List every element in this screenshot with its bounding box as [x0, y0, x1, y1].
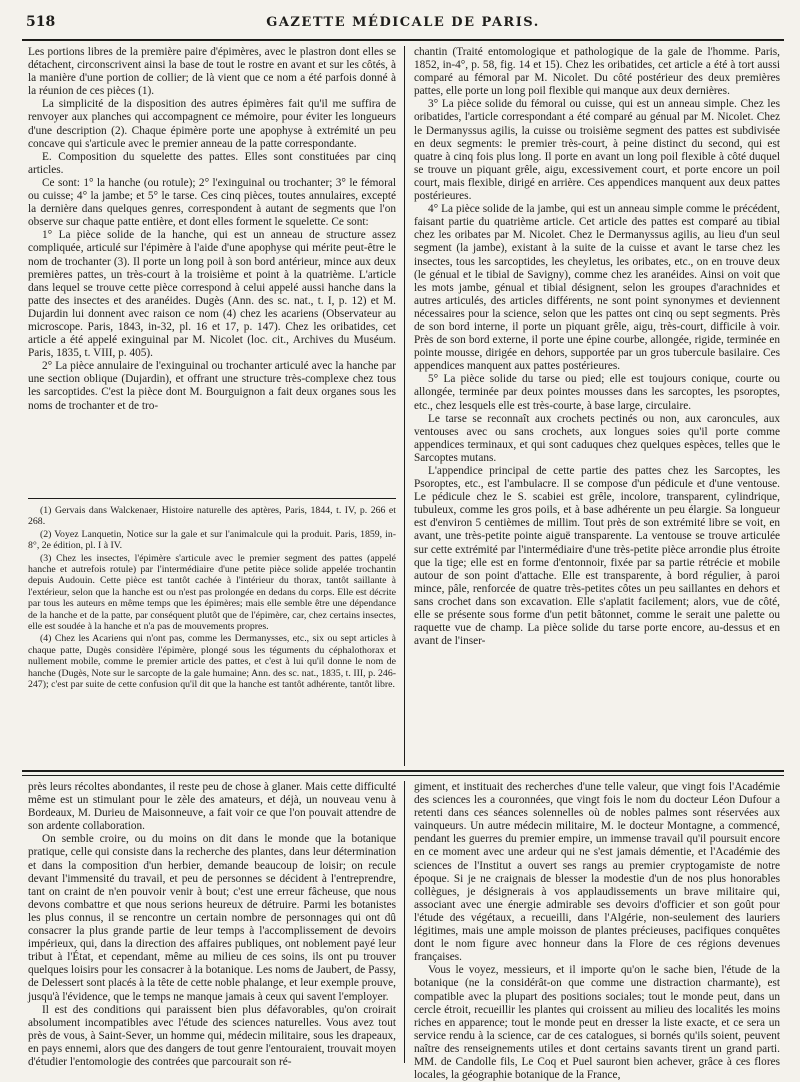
- top-right-column: [414, 46, 780, 760]
- journal-title: GAZETTE MÉDICALE DE PARIS.: [266, 15, 540, 30]
- paragraph: L'appendice principal de cette partie des pattes chez les Sarcoptes, les Psoroptes, etc., est l'ambulacre. Il se compose d'un pédicule et d'une ventouse. Le pédicule chez le S. scabiei est grêle, incolore, transparent, cylindrique, tubuleux, comme les gros poils, et à base adhérente un peu élargie. Sa longueur est d'environ 5 centièmes de millim. Tout près de son extrémité libre se voit, en avant, une très-petite pointe aiguë transparente. La ventouse se trouve articulée sur cette extrémité par l'intermédiaire d'une très-petite pièce arrondie plus étroite que la tige; elle est en forme d'entonnoir, fixée par sa partie rétrécie et mobile autour de son point d'attache. Elle est transparente, à bord régulier, à paroi mince, pâle, renforcée de quatre très-petites côtes un peu saillantes en dehors et sans crochet dans son excavation. Elle s'aplatit facilement; alors, vue de côté, elle se présente sous forme d'un petit bâtonnet, comme le serait une palette ou raquette vue de champ. La pièce solide du tarse porte encore, au-dessus et en avant de l'inser-: [414, 465, 780, 648]
- footnote-rule: [28, 498, 396, 499]
- section-rule: [22, 770, 784, 772]
- header-rule: [22, 39, 784, 41]
- footnote: (4) Chez les Acariens qui n'ont pas, comme les Dermanysses, etc., six ou sept articles à chaque patte, Dugès considère l'épimère, plongé sous les téguments du céphalothorax et nullement mobile, comme le premier article des pattes, et c'est à lui qu'il donne le nom de hanche (Dugès, Note sur le sarcopte de la gale humaine; Ann. des sc. nat., 1835, t. III, p. 246-247); c'est par suite de cette confusion qu'il dit que la hanche est tantôt adhérente, tantôt libre.: [28, 633, 396, 691]
- column-divider: [404, 46, 405, 766]
- paragraph: 4° La pièce solide de la jambe, qui est un anneau simple comme le précédent, faisant partie du quatrième article. Cet article des pattes est comparé au tibial chez les oribates par M. Nicolet. Chez le Dermanyssus agilis, au lieu d'un seul segment (la jambe), existant à la suite de la cuisse et avant le tarse chez les insectes, tous les sarcoptides, les cheyletus, les oribates, etc., on en trouve deux (le génual et le tibial de Savigny), comme chez les aranéides. Ainsi on voit que les mots jambe, génual et tibial désignent, selon les groupes d'arachnides et autres articulés, des articles différents, ne sont point synonymes et deviennent nécessaires pour la science, selon que les pattes ont cinq ou sept segments. Près de son bord interne, il porte un piquant grêle, aigu, très-court, difficile à voir. Près de son bord externe, il porte une épine courbe, allongée, rigide, terminée en pointe mousse, dirigée en dehors, supportée par un gros tubercule basilaire. Ces appendices manquent aux pattes postérieures.: [414, 203, 780, 373]
- paragraph: Vous le voyez, messieurs, et il importe qu'on le sache bien, l'étude de la botanique (ne la considérât-on que comme une distraction charmante), est compatible avec la plupart des positions sociales; tout le monde peut, dans un cercle étroit, recueillir les plantes qui croissent au milieu des localités les moins riches en apparence; tout le monde peut en dresser la liste exacte, et ce sera un service rendu à la science, car de ces catalogues, si bornés qu'ils soient, peuvent naître des renseignements utiles et dont certains savants tirent un grand parti. MM. de Candolle fils, Le Coq et Puel sauront bien achever, grâce à ces flores locales, la géographie botanique de la France,: [414, 964, 780, 1082]
- paragraph: 3° La pièce solide du fémoral ou cuisse, qui est un anneau simple. Chez les oribatides, l'article correspondant a été comparé au génual par M. Nicolet. Chez le Dermanyssus agilis, la cuisse ou troisième segment des pattes est subdivisée en deux segments: le premier très-court, à peine distinct du second, qui est quatre à cinq fois plus long. Il porte en avant un long poil flexible à côté duquel se trouve un piquant grêle, aigu, excessivement court, et porte encore un poil court, mais flexible, dirigé en arrière. Ces appendices manquent aux deux pattes postérieures.: [414, 98, 780, 203]
- paragraph: On semble croire, ou du moins on dit dans le monde que la botanique pratique, celle qui consiste dans la recherche des plantes, dans leur détermination et dans la composition d'un herbier, demande beaucoup de loisir; on recule devant l'immensité du travail, et peu de personnes se décident à l'entreprendre, tant on craint de n'en pouvoir venir à bout; c'est une erreur fâcheuse, que nous devons combattre et que nous serions heureux de détruire. Parmi les botanistes les plus connus, il se rencontre un certain nombre de personnages qui ont dû consacrer la plus grande partie de leur temps à l'accomplissement de devoirs impérieux, qui, dans la direction des affaires publiques, ont noblement payé leur tribut à l'État, et cependant, même au milieu de ces soins, ils ont pu trouver quelques loisirs pour les consacrer à la botanique. Les noms de Jaubert, de Passy, de Delessert sont placés à la tête de cette noble phalange, et leur exemple prouve, jusqu'à l'évidence, que le temps ne manque jamais à ceux qui savent l'employer.: [28, 833, 396, 1003]
- page-header: [22, 12, 784, 36]
- paragraph: Ce sont: 1° la hanche (ou rotule); 2° l'exinguinal ou trochanter; 3° le fémoral ou cuisse; 4° la jambe; et 5° le tarse. Ces cinq pièces, toutes annulaires, excepté la dernière dans quelques genres, correspondent à autant de segments que l'on observe sur chaque patte entière, et dont elles forment le squelette. Ce sont:: [28, 176, 396, 229]
- paragraph: près leurs récoltes abondantes, il reste peu de chose à glaner. Mais cette difficulté même est un stimulant pour le zèle des amateurs, et déjà, un nouveau venu à Bordeaux, M. Durieu de Maisonneuve, a fait voir ce que l'on pouvait attendre de son ardente collaboration.: [28, 781, 396, 833]
- column-divider: [404, 781, 405, 1063]
- footnotes: [28, 505, 396, 750]
- paragraph: giment, et instituait des recherches d'une telle valeur, que vingt fois l'Académie des sciences les a couronnées, que vingt fois le nom du docteur Léon Dufour a retenti dans ces séances solennelles où de nobles palmes sont réservées aux vainqueurs. Un autre médecin militaire, M. le docteur Montagne, a commencé, pendant les guerres du premier empire, un immense travail qu'il poursuit encore en ce moment avec une ardeur qui ne s'est jamais démentie, et l'Académie des sciences de l'Institut a ouvert ses rangs au premier cryptogamiste de notre époque. Si je ne craignais de blesser la modestie d'un de nos plus honorables collègues, je désignerais à vos applaudissements un brave militaire qui, associant avec une énergie admirable ses devoirs d'officier et son goût pour l'étude des végétaux, a recueilli, dans l'Algérie, non-seulement des lauriers légitimes, mais une ample moisson de plantes précieuses, pacifiques conquêtes dont le nom figure avec honneur dans la Flore de ces régions devenues françaises.: [414, 781, 780, 964]
- paragraph: 1° La pièce solide de la hanche, qui est un anneau de structure assez compliquée, articulé sur l'épimère à l'aide d'une apophyse qui mérite peut-être le nom de trochanter (3). Il porte un long poil à son bord antérieur, mince aux deux premières pattes, un très-court à la troisième et point à la quatrième. L'article dans lequel se trouve cette pièce correspond à celui appelé aussi hanche dans la patte des insectes et des aranéides. Dugès (Ann. des sc. nat., t. I, p. 12) et M. Dujardin lui donnent avec raison ce nom (4) chez les acariens (Observateur au microscope. Paris, 1843, in-32, pl. 16 et 17, p. 147). Chez les oribatides, cet article a été appelé exinguinal par M. Nicolet (loc. cit., Archives du Muséum. Paris, 1835, t. VIII, p. 405).: [28, 229, 396, 360]
- footnote: (1) Gervais dans Walckenaer, Histoire naturelle des aptères, Paris, 1844, t. IV, p. 266 et 268.: [28, 505, 396, 528]
- top-left-column: [28, 46, 396, 490]
- section-rule: [22, 775, 784, 776]
- paragraph: Le tarse se reconnaît aux crochets pectinés ou non, aux caroncules, aux ventouses avec ou sans crochets, aux longues soies qu'il porte comme appendices terminaux, et qui sont caduques chez quelques espèces, telles que le Sarcoptes mutans.: [414, 412, 780, 464]
- bottom-right-column: [414, 781, 780, 1082]
- footnote: (2) Voyez Lanquetin, Notice sur la gale et sur l'animalcule qui la produit. Paris, 1859, in-8°, 2e édition, pl. I à IV.: [28, 528, 396, 552]
- paragraph: Il est des conditions qui paraissent bien plus défavorables, qu'on croirait absolument incompatibles avec l'étude des sciences naturelles. Vous avez tout près de vous, à Saint-Sever, un homme qui, médecin militaire, sous les drapeaux, en pays ennemi, alors que des dangers de tout genre l'entouraient, trouvait moyen d'étudier l'entomologie des contrées que parcourait son ré-: [28, 1003, 396, 1068]
- paragraph: 2° La pièce annulaire de l'exinguinal ou trochanter articulé avec la hanche par une section oblique (Dujardin), et offrant une structure très-complexe chez tous les sarcoptides. C'est la pièce dont M. Bourguignon a fait deux organes sous les noms de trochanter et de tro-: [28, 360, 396, 412]
- footnote: (3) Chez les insectes, l'épimère s'articule avec le premier segment des pattes (appelé hanche et autrefois rotule) par l'intermédiaire d'une petite pièce solide appelée trochantin depuis Audouin. Cette pièce est tantôt cachée à l'intérieur du thorax, tantôt saillante à l'extérieur, selon que la hanche est ou n'est pas prolongée en dedans du corps. Elle est décrite par tous les auteurs en même temps que les épimères; mais elle semble être une dépendance de la hanche et de la patte, par conséquent plutôt que de l'épimère, car, chez certains insectes, elle est soudée à la hanche et n'a pas de mouvements propres.: [28, 552, 396, 633]
- paragraph: 5° La pièce solide du tarse ou pied; elle est toujours conique, courte ou allongée, terminée par deux pointes mousses dans les sarcoptes, les psoroptes, etc., chez lesquels elle est très-courte, à base large, circulaire.: [414, 373, 780, 412]
- section-heading: E. Composition du squelette des pattes. Elles sont constituées par cinq articles.: [28, 150, 396, 176]
- page-number: 518: [26, 14, 56, 30]
- paragraph: chantin (Traité entomologique et pathologique de la gale de l'homme. Paris, 1852, in-4°, p. 58, fig. 14 et 15). Chez les oribatides, cet article a été à tort aussi comparé au fémoral par M. Nicolet. Du côté postérieur des deux premières pattes, elle porte un long poil flexible qui manque aux deux dernières.: [414, 46, 780, 98]
- bottom-left-column: [28, 781, 396, 1068]
- paragraph: Les portions libres de la première paire d'épimères, avec le plastron dont elles se détachent, circonscrivent ainsi la base de tout le rostre en avant et sur les côtés, à la manière d'une portion de collier; de là vient que ce nom a été parfois donné à la réunion de ces pièces (1).: [28, 46, 396, 98]
- paragraph: La simplicité de la disposition des autres épimères fait qu'il me suffira de renvoyer aux planches qui accompagnent ce mémoire, pour éviter les longueurs d'une description (2). Chaque épimère porte une apophyse à extrémité un peu concave qui s'articule avec le premier anneau de la patte correspondante.: [28, 98, 396, 150]
